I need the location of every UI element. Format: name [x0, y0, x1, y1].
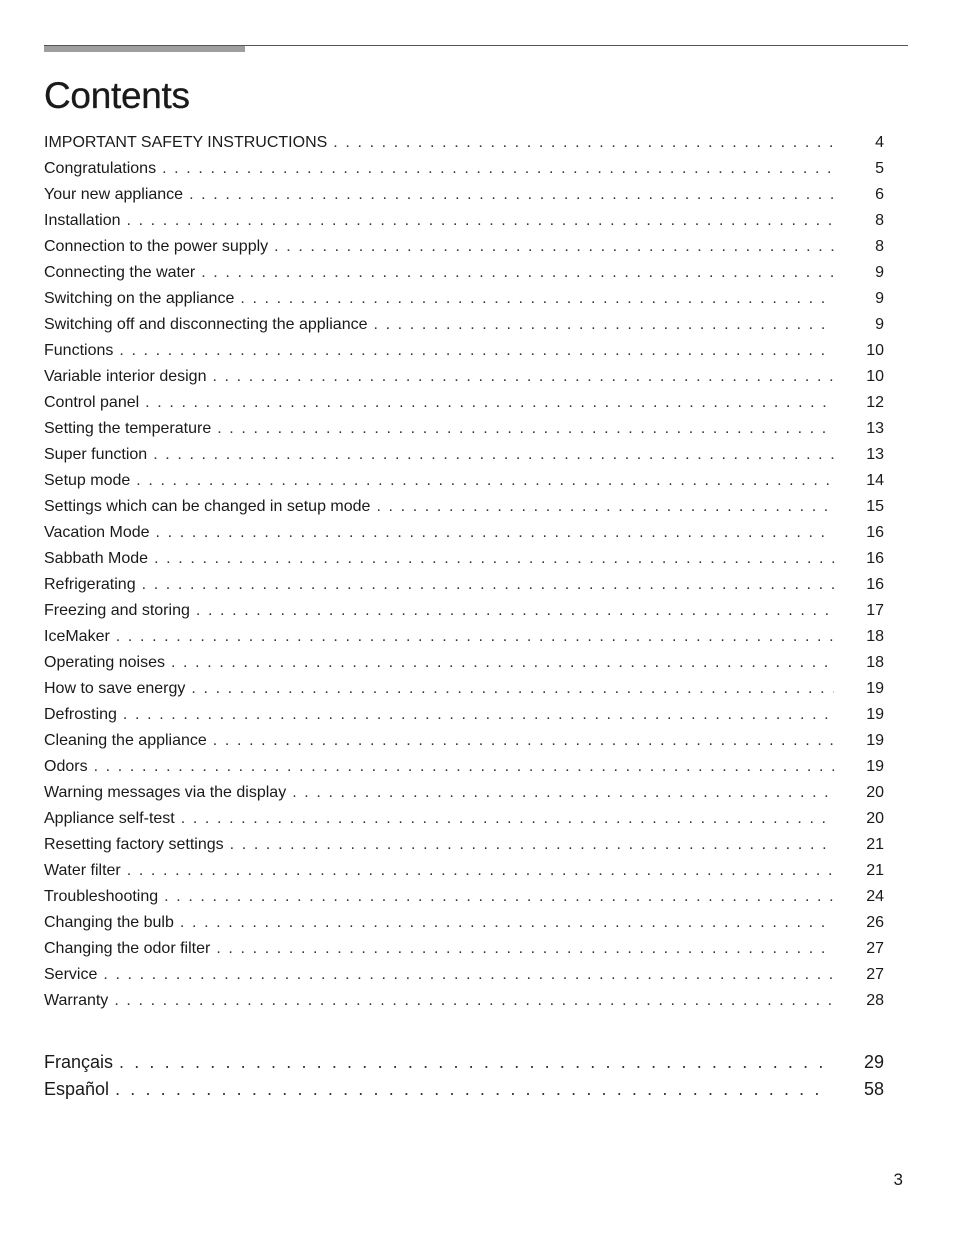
toc-entry-label: Appliance self-test — [44, 810, 175, 827]
toc-entry-label: Functions — [44, 342, 114, 359]
toc-entry[interactable] — [44, 364, 884, 390]
toc-entry-label: Changing the bulb — [44, 914, 174, 931]
toc-leader-dots — [274, 234, 834, 260]
toc-leader-dots — [230, 832, 834, 858]
language-entry[interactable] — [44, 1049, 884, 1076]
toc-entry-label: Installation — [44, 212, 121, 229]
toc-entry-page: 17 — [866, 602, 884, 619]
toc-leader-dots — [156, 520, 834, 546]
toc-entry-page: 20 — [866, 784, 884, 801]
toc-entry-page: 21 — [866, 836, 884, 853]
toc-entry-label: Warranty — [44, 992, 109, 1009]
toc-entry-page: 18 — [866, 654, 884, 671]
toc-entry-page: 27 — [866, 966, 884, 983]
toc-entry[interactable] — [44, 624, 884, 650]
toc-entry-label: Freezing and storing — [44, 602, 190, 619]
toc-entry-page: 27 — [866, 940, 884, 957]
toc-leader-dots — [333, 130, 834, 156]
toc-entry[interactable] — [44, 234, 884, 260]
toc-leader-dots — [181, 806, 834, 832]
toc-entry-label: Resetting factory settings — [44, 836, 224, 853]
toc-entry-page: 15 — [866, 498, 884, 515]
toc-leader-dots — [127, 858, 834, 884]
toc-entry-label: Connecting the water — [44, 264, 196, 281]
toc-entry-label: IceMaker — [44, 628, 110, 645]
toc-entry[interactable] — [44, 442, 884, 468]
toc-entry-page: 13 — [866, 446, 884, 463]
toc-entry-page: 19 — [866, 680, 884, 697]
toc-entry-page: 16 — [866, 524, 884, 541]
toc-leader-dots — [153, 442, 834, 468]
toc-entry[interactable] — [44, 286, 884, 312]
page-number: 3 — [893, 1170, 903, 1189]
toc-entry[interactable] — [44, 832, 884, 858]
toc-entry-page: 26 — [866, 914, 884, 931]
toc-leader-dots — [162, 156, 834, 182]
toc-entry[interactable] — [44, 754, 884, 780]
toc-entry[interactable] — [44, 572, 884, 598]
toc-leader-dots — [191, 676, 834, 702]
toc-entry[interactable] — [44, 390, 884, 416]
toc-leader-dots — [212, 364, 834, 390]
toc-entry-label: Congratulations — [44, 160, 157, 177]
toc-entry[interactable] — [44, 468, 884, 494]
toc-entry[interactable] — [44, 962, 884, 988]
toc-entry-label: Setup mode — [44, 472, 131, 489]
toc-entry-page: 19 — [866, 758, 884, 775]
toc-entry-label: Français — [44, 1052, 114, 1072]
toc-entry-label: Switching off and disconnecting the appliance — [44, 316, 368, 333]
toc-entry-page: 9 — [875, 264, 884, 281]
toc-entry[interactable] — [44, 806, 884, 832]
table-of-contents — [44, 130, 884, 1014]
toc-entry[interactable] — [44, 130, 884, 156]
toc-leader-dots — [196, 598, 834, 624]
toc-leader-dots — [115, 1076, 830, 1103]
toc-leader-dots — [142, 572, 834, 598]
toc-leader-dots — [189, 182, 834, 208]
toc-entry-label: Sabbath Mode — [44, 550, 149, 567]
toc-entry-label: Cleaning the appliance — [44, 732, 207, 749]
language-entry[interactable] — [44, 1076, 884, 1103]
toc-entry-label: Changing the odor filter — [44, 940, 211, 957]
toc-leader-dots — [373, 312, 834, 338]
toc-entry-label: Connection to the power supply — [44, 238, 269, 255]
toc-leader-dots — [376, 494, 834, 520]
toc-entry-page: 4 — [875, 134, 884, 151]
toc-entry-page: 13 — [866, 420, 884, 437]
toc-entry-label: Vacation Mode — [44, 524, 150, 541]
toc-entry[interactable] — [44, 156, 884, 182]
toc-entry-page: 21 — [866, 862, 884, 879]
toc-entry-page: 29 — [864, 1052, 885, 1072]
toc-leader-dots — [216, 936, 834, 962]
toc-entry[interactable] — [44, 884, 884, 910]
toc-entry[interactable] — [44, 598, 884, 624]
toc-leader-dots — [201, 260, 834, 286]
toc-entry[interactable] — [44, 702, 884, 728]
toc-entry[interactable] — [44, 208, 884, 234]
toc-entry-label: Warning messages via the display — [44, 784, 287, 801]
page-title: Contents — [44, 75, 190, 116]
toc-entry[interactable] — [44, 936, 884, 962]
toc-leader-dots — [164, 884, 834, 910]
toc-leader-dots — [240, 286, 834, 312]
toc-entry-page: 19 — [866, 732, 884, 749]
toc-leader-dots — [136, 468, 834, 494]
toc-entry[interactable] — [44, 676, 884, 702]
language-sections — [44, 1049, 884, 1103]
toc-entry-page: 8 — [875, 212, 884, 229]
toc-entry-page: 10 — [866, 342, 884, 359]
toc-entry-label: Service — [44, 966, 98, 983]
toc-leader-dots — [94, 754, 834, 780]
toc-entry[interactable] — [44, 182, 884, 208]
toc-entry-page: 19 — [866, 706, 884, 723]
toc-leader-dots — [154, 546, 834, 572]
toc-entry-label: Water filter — [44, 862, 121, 879]
toc-entry[interactable] — [44, 728, 884, 754]
toc-entry-page: 16 — [866, 550, 884, 567]
toc-entry[interactable] — [44, 260, 884, 286]
toc-entry-label: Odors — [44, 758, 88, 775]
toc-entry-page: 12 — [866, 394, 884, 411]
toc-entry-label: Setting the temperature — [44, 420, 212, 437]
toc-entry-page: 18 — [866, 628, 884, 645]
toc-entry-page: 58 — [864, 1079, 885, 1099]
toc-entry-page: 9 — [875, 290, 884, 307]
toc-entry-page: 6 — [875, 186, 884, 203]
toc-entry[interactable] — [44, 780, 884, 806]
toc-leader-dots — [213, 728, 834, 754]
toc-entry-label: Switching on the appliance — [44, 290, 235, 307]
toc-entry-label: Troubleshooting — [44, 888, 159, 905]
toc-entry-page: 10 — [866, 368, 884, 385]
toc-leader-dots — [127, 208, 835, 234]
header-accent-bar — [44, 46, 245, 52]
toc-leader-dots — [292, 780, 834, 806]
toc-leader-dots — [103, 962, 834, 988]
toc-entry-page: 9 — [875, 316, 884, 333]
toc-entry[interactable] — [44, 988, 884, 1014]
toc-leader-dots — [217, 416, 834, 442]
toc-leader-dots — [114, 988, 834, 1014]
toc-entry-page: 14 — [866, 472, 884, 489]
toc-entry[interactable] — [44, 338, 884, 364]
toc-entry-page: 16 — [866, 576, 884, 593]
toc-entry[interactable] — [44, 650, 884, 676]
toc-leader-dots — [180, 910, 834, 936]
toc-entry-page: 28 — [866, 992, 884, 1009]
toc-entry-page: 8 — [875, 238, 884, 255]
toc-entry[interactable] — [44, 520, 884, 546]
toc-leader-dots — [119, 1049, 830, 1076]
toc-entry-page: 20 — [866, 810, 884, 827]
toc-leader-dots — [145, 390, 834, 416]
toc-entry-page: 24 — [866, 888, 884, 905]
toc-entry[interactable] — [44, 416, 884, 442]
toc-entry-label: Operating noises — [44, 654, 165, 671]
toc-entry-label: Settings which can be changed in setup mode — [44, 498, 371, 515]
toc-entry-label: Variable interior design — [44, 368, 207, 385]
toc-entry-label: Your new appliance — [44, 186, 184, 203]
toc-entry[interactable] — [44, 312, 884, 338]
toc-entry-label: How to save energy — [44, 680, 186, 697]
toc-entry-label: IMPORTANT SAFETY INSTRUCTIONS — [44, 134, 328, 151]
toc-entry[interactable] — [44, 546, 884, 572]
toc-entry-label: Super function — [44, 446, 148, 463]
toc-leader-dots — [123, 702, 834, 728]
toc-entry-label: Control panel — [44, 394, 140, 411]
toc-entry[interactable] — [44, 858, 884, 884]
toc-leader-dots — [119, 338, 834, 364]
toc-entry-label: Español — [44, 1079, 110, 1099]
toc-leader-dots — [116, 624, 834, 650]
toc-entry[interactable] — [44, 910, 884, 936]
toc-entry[interactable] — [44, 494, 884, 520]
toc-entry-label: Refrigerating — [44, 576, 136, 593]
toc-entry-page: 5 — [875, 160, 884, 177]
toc-entry-label: Defrosting — [44, 706, 117, 723]
toc-leader-dots — [171, 650, 834, 676]
